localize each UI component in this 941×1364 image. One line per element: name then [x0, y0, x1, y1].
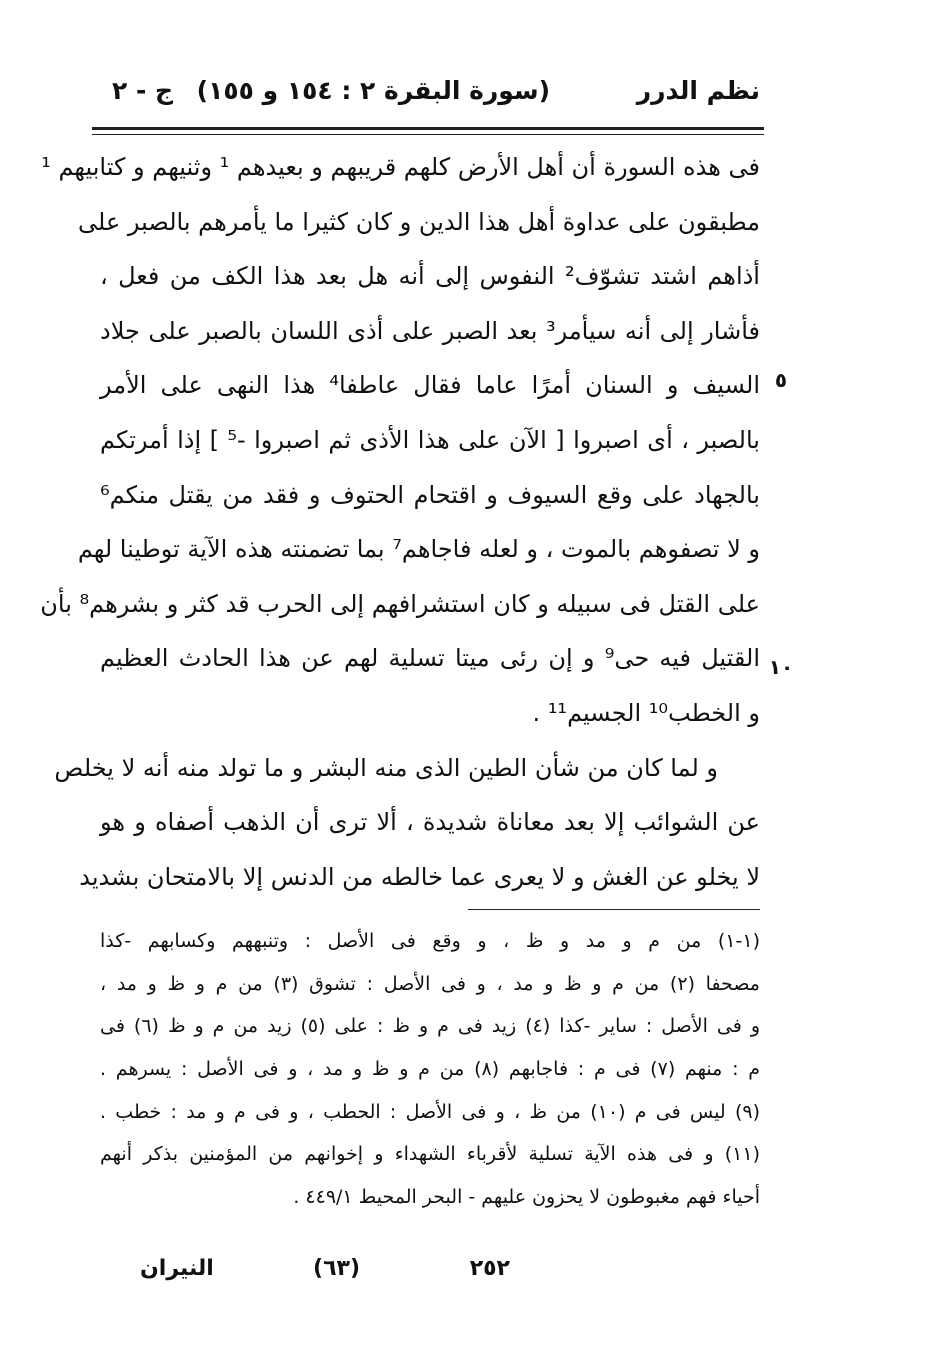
text-line: عن الشوائب إلا بعد معاناة شديدة ، ألا ترى أن الذهب أصفاه و هو: [100, 808, 760, 837]
footnote-rule: [468, 909, 760, 910]
text-line: بالجهاد على وقع السيوف و اقتحام الحتوف و فقد من يقتل منكم⁶: [100, 480, 760, 509]
text-line: مطبقون على عداوة أهل هذا الدين و كان كثيرا ما يأمرهم بالصبر على: [78, 207, 760, 236]
footnote-line: (١١) و فى هذه الآية تسلية لأقرباء الشهداء و إخوانهم من المؤمنين بذكر أنهم: [100, 1143, 760, 1166]
line-number-10: ١٠: [768, 655, 794, 679]
footnote-line: أحياء فهم مغبوطون لا يحزون عليهم - البحر المحيط ٤٤٩/١ .: [293, 1186, 760, 1209]
line-number-5: ٥: [774, 368, 788, 392]
text-line: أذاهم اشتد تشوّف² النفوس إلى أنه هل بعد هذا الكف من فعل ،: [100, 262, 760, 291]
text-line: و الخطب¹⁰ الجسيم¹¹ .: [532, 698, 760, 727]
text-line: و لا تصفوهم بالموت ، و لعله فاجاهم⁷ بما تضمنته هذه الآية توطينا لهم: [77, 535, 760, 564]
footnote-line: و فى الأصل : ساير -كذا (٤) زيد فى م و ظ : على (٥) زيد من م و ظ (٦) فى: [100, 1015, 760, 1038]
text-line: على القتل فى سبيله و كان استشرافهم إلى الحرب قد كثر و بشرهم⁸ بأن: [40, 589, 760, 618]
main-text: [40, 140, 760, 904]
text-line: فى هذه السورة أن أهل الأرض كلهم قريبهم و بعيدهم ¹ وثنيهم و كتابيهم ¹: [41, 153, 760, 181]
footnotes: [100, 920, 760, 1219]
text-line: و لما كان من شأن الطين الذى منه البشر و ما تولد منه أنه لا يخلص: [54, 753, 718, 782]
printer-mark: النيران: [140, 1256, 214, 1281]
text-line: بالصبر ، أى اصبروا [ الآن على هذا الأذى ثم اصبروا -⁵ ] إذا أمرتكم: [100, 425, 760, 454]
book-title: نظم الدرر: [636, 76, 760, 105]
text-line: فأشار إلى أنه سيأمر³ بعد الصبر على أذى اللسان بالصبر على جلاد: [100, 316, 760, 345]
footnote-line: (٩) ليس فى م (١٠) من ظ ، و فى الأصل : الحطب ، و فى م و مد : خطب .: [100, 1100, 760, 1123]
text-line: القتيل فيه حى⁹ و إن رئى ميتا تسلية لهم عن هذا الحادث العظيم: [100, 644, 760, 673]
signature-mark: (٦٣): [313, 1256, 360, 1281]
header-rule-thin: [92, 134, 764, 135]
footnote-line: (١-١) من م و مد و ظ ، و وقع فى الأصل : وتنبههم وكسابهم -كذا: [100, 930, 760, 952]
page-number: ٢٥٢: [469, 1256, 510, 1281]
header-rule-thick: [92, 127, 764, 130]
footnote-line: م : منهم (٧) فى م : فاجابهم (٨) من م و ظ و مد ، و فى الأصل : يسرهم .: [100, 1058, 760, 1081]
running-header: [100, 68, 760, 118]
surah-reference: (سورة البقرة ٢ : ١٥٤ و ١٥٥): [196, 76, 550, 105]
text-line: السيف و السنان أمرًا عاما فقال عاطفا⁴ هذا النهى على الأمر: [100, 371, 760, 400]
text-line: لا يخلو عن الغش و لا يعرى عما خالطه من الدنس إلا بالامتحان بشديد: [79, 862, 760, 891]
volume-number: ج - ٢: [112, 76, 174, 105]
footnote-line: مصحفا (٢) من م و ظ و مد ، و فى الأصل : تشوق (٣) من م و ظ و مد ،: [100, 972, 760, 995]
page-footer: [130, 1252, 510, 1292]
